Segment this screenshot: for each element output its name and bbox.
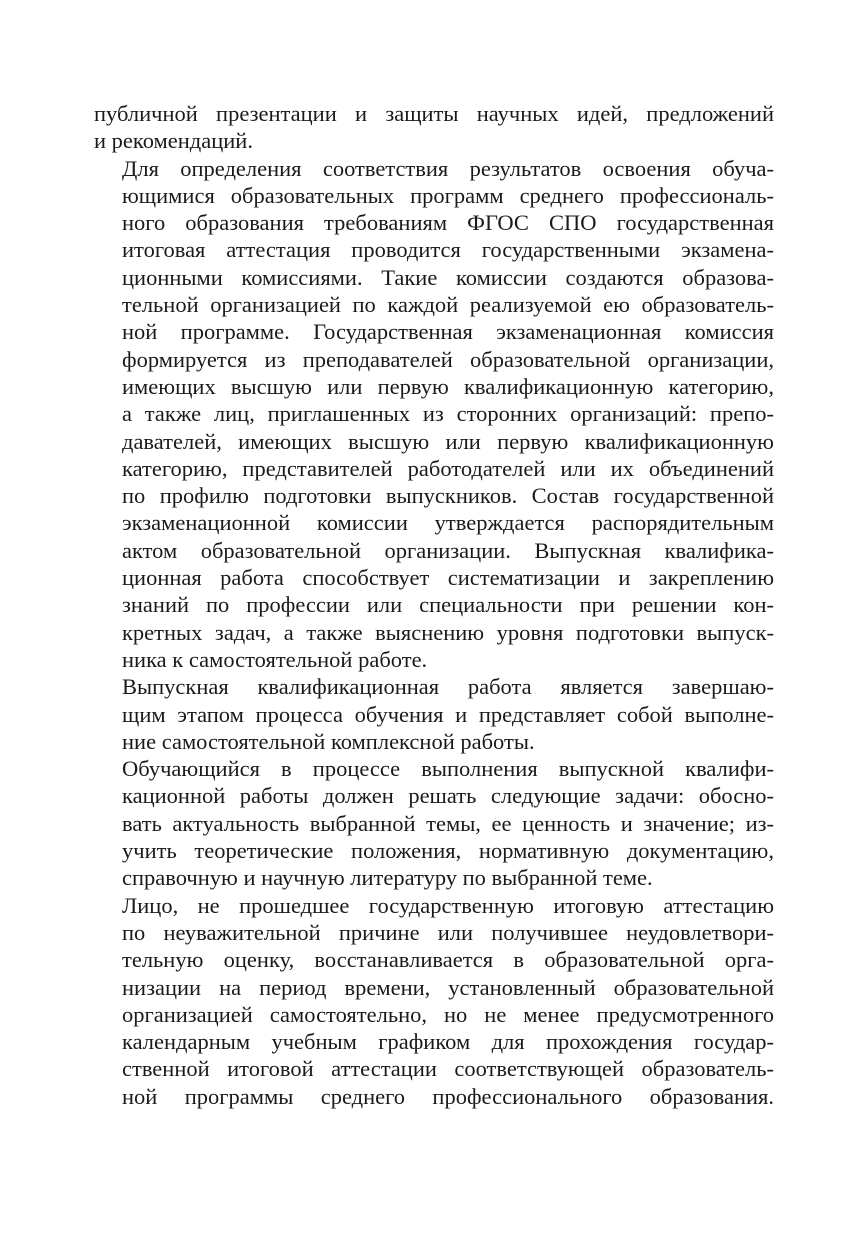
text-line: итоговая аттестация проводится государственными экзамена- [122,237,774,263]
text-line: Обучающийся в процессе выполнения выпускной квалифи- [122,756,774,782]
text-line: публичной презентации и защиты научных идей, предложений [94,101,774,126]
text-line: ной программы среднего профессионального образования. [122,1083,774,1109]
text-line: кационной работы должен решать следующие задачи: обосно- [122,783,774,809]
text-line: ного образования требованиям ФГОС СПО государственная [122,210,774,236]
paragraph-2 [94,155,774,674]
text-line: ственной итоговой аттестации соответствующей образователь- [122,1056,774,1082]
text-line: по профилю подготовки выпускников. Состав государственной [122,483,774,509]
text-line: календарным учебным графиком для прохождения государ- [122,1029,774,1055]
text-line: Лицо, не прошедшее государственную итоговую аттестацию [122,892,774,918]
text-line: знаний по профессии или специальности при решении кон- [122,592,774,618]
text-line: тельную оценку, восстанавливается в образовательной орга- [122,947,774,973]
text-line: имеющих высшую или первую квалификационную категорию, [122,373,774,399]
text-line: кретных задач, а также выяснению уровня подготовки выпуск- [122,619,774,645]
text-line: и рекомендаций. [94,128,253,154]
paragraph-3 [94,673,774,755]
text-line: давателей, имеющих высшую или первую квалификационную [122,428,774,454]
text-line: тельной организацией по каждой реализуемой ею образователь- [122,292,774,318]
paragraph-1 [94,100,774,155]
text-line: щим этапом процесса обучения и представляет собой выполне- [122,701,774,727]
text-line: ционная работа способствует систематизации и закреплению [122,565,774,591]
text-line: экзаменационной комиссии утверждается распорядительным [122,510,774,536]
paragraph-4 [94,755,774,891]
text-line: Для определения соответствия результатов освоения обуча- [122,155,774,181]
text-line: ника к самостоятельной работе. [122,646,428,672]
text-line: категорию, представителей работодателей или их объединений [122,455,774,481]
text-line: вать актуальность выбранной темы, ее ценность и значение; из- [122,810,774,836]
text-line: Выпускная квалификационная работа является завершаю- [122,674,774,700]
text-line: актом образовательной организации. Выпускная квалифика- [122,537,774,563]
text-line: низации на период времени, установленный образовательной [122,974,774,1000]
document-page [94,100,774,1110]
text-line: справочную и научную литературу по выбранной теме. [122,865,653,891]
text-line: ционными комиссиями. Такие комиссии создаются образова- [122,264,774,290]
text-line: ной программе. Государственная экзаменационная комиссия [122,319,774,345]
text-line: а также лиц, приглашенных из сторонних организаций: препо- [122,401,774,427]
text-line: ние самостоятельной комплексной работы. [122,728,535,754]
text-line: организацией самостоятельно, но не менее предусмотренного [122,1001,774,1027]
text-line: формируется из преподавателей образовательной организации, [122,346,774,372]
paragraph-5 [94,892,774,1110]
text-line: учить теоретические положения, нормативную документацию, [122,838,774,864]
text-line: ющимися образовательных программ среднего профессиональ- [122,182,774,208]
text-line: по неуважительной причине или получившее неудовлетвори- [122,919,774,945]
